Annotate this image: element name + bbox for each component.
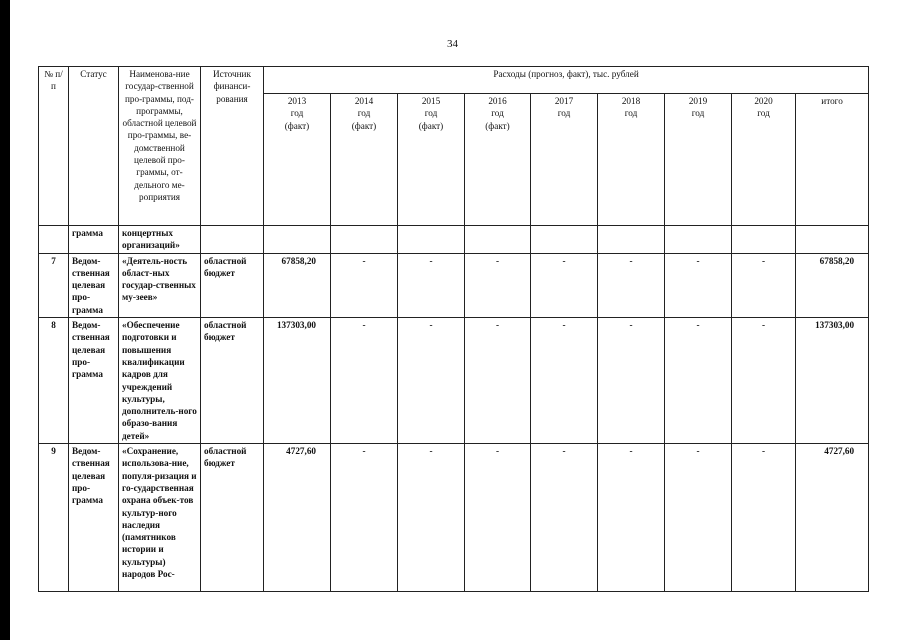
year-header-2020: 2020 год [732, 94, 796, 226]
cell-empty [264, 226, 331, 254]
cell-2019: - [665, 444, 732, 592]
cell-2015: - [398, 444, 465, 592]
cell-2014: - [331, 444, 398, 592]
cell-2017: - [531, 253, 598, 317]
cell-num: 9 [39, 444, 69, 592]
cell-2015: - [398, 253, 465, 317]
cell-2018: - [598, 253, 665, 317]
scan-edge-bar [0, 0, 10, 640]
cell-2019: - [665, 318, 732, 444]
table-row-continuation [39, 226, 869, 254]
page-number: 34 [447, 38, 458, 50]
expenses-table-wrap [38, 66, 868, 592]
cell-total: 137303,00 [796, 318, 869, 444]
cell-2013: 137303,00 [264, 318, 331, 444]
cell-source: областной бюджет [201, 318, 264, 444]
cell-num: 7 [39, 253, 69, 317]
cell-source: областной бюджет [201, 444, 264, 592]
cell-empty [398, 226, 465, 254]
cell-2014: - [331, 318, 398, 444]
year-header-2018: 2018 год [598, 94, 665, 226]
year-header-2015: 2015 год (факт) [398, 94, 465, 226]
col-header-num: № п/п [39, 67, 69, 226]
col-header-total: итого [796, 94, 869, 226]
cell-empty [331, 226, 398, 254]
cell-empty [465, 226, 531, 254]
cell-empty [531, 226, 598, 254]
col-header-source: Источник финанси-рования [201, 67, 264, 226]
col-header-name: Наименова-ние государ-ственной про-граммы, под-программы, областной целевой про-граммы, ве-домственной целевой про-граммы, от-дельного ме-роприятия [119, 67, 201, 226]
cell-empty [201, 226, 264, 254]
cell-2017: - [531, 318, 598, 444]
col-header-expenses: Расходы (прогноз, факт), тыс. рублей [264, 67, 869, 94]
year-header-2016: 2016 год (факт) [465, 94, 531, 226]
cell-name: концертных организаций» [119, 226, 201, 254]
header-row-1 [39, 67, 869, 94]
cell-2015: - [398, 318, 465, 444]
cell-2016: - [465, 444, 531, 592]
cell-name: «Деятель-ность област-ных государ-ственных му-зеев» [119, 253, 201, 317]
expenses-table [38, 66, 869, 592]
year-header-2019: 2019 год [665, 94, 732, 226]
cell-empty [598, 226, 665, 254]
cell-status: Ведом-ственная целевая про-грамма [69, 253, 119, 317]
cell-total: 67858,20 [796, 253, 869, 317]
cell-2013: 4727,60 [264, 444, 331, 592]
cell-2018: - [598, 318, 665, 444]
cell-2016: - [465, 253, 531, 317]
cell-status: грамма [69, 226, 119, 254]
cell-2014: - [331, 253, 398, 317]
cell-num: 8 [39, 318, 69, 444]
cell-2017: - [531, 444, 598, 592]
cell-empty [732, 226, 796, 254]
cell-total: 4727,60 [796, 444, 869, 592]
cell-2019: - [665, 253, 732, 317]
table-row-7 [39, 253, 869, 317]
year-header-2017: 2017 год [531, 94, 598, 226]
cell-empty [39, 226, 69, 254]
cell-status: Ведом-ственная целевая про-грамма [69, 444, 119, 592]
cell-2016: - [465, 318, 531, 444]
cell-2020: - [732, 318, 796, 444]
cell-name: «Сохранение, использова-ние, популя-ризация и го-сударственная охрана объек-тов культур-ного наследия (памятников истории и культуры) народов Рос- [119, 444, 201, 592]
cell-2018: - [598, 444, 665, 592]
cell-name: «Обеспечение подготовки и повышения квалификации кадров для учреждений культуры, дополнитель-ного образо-вания детей» [119, 318, 201, 444]
cell-empty [796, 226, 869, 254]
table-row-8 [39, 318, 869, 444]
cell-2013: 67858,20 [264, 253, 331, 317]
cell-status: Ведом-ственная целевая про-грамма [69, 318, 119, 444]
cell-2020: - [732, 253, 796, 317]
cell-empty [665, 226, 732, 254]
year-header-2014: 2014 год (факт) [331, 94, 398, 226]
col-header-status: Статус [69, 67, 119, 226]
table-row-9 [39, 444, 869, 592]
cell-2020: - [732, 444, 796, 592]
cell-source: областной бюджет [201, 253, 264, 317]
year-header-2013: 2013 год (факт) [264, 94, 331, 226]
